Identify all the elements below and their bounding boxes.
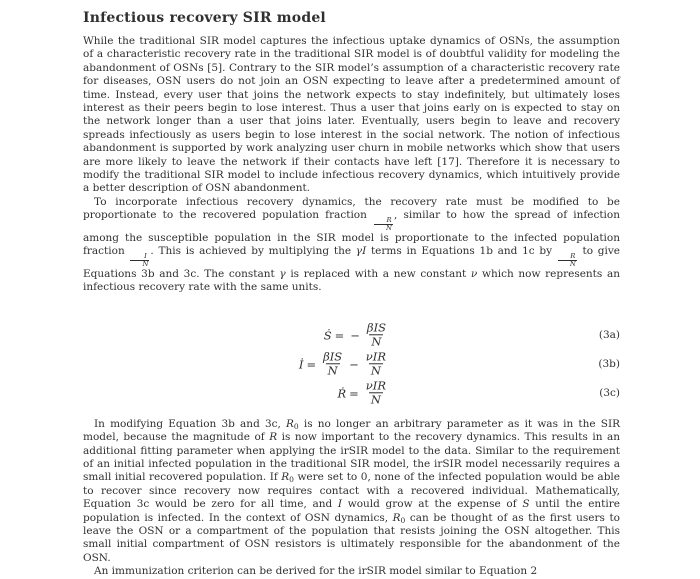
paragraph-3 (83, 418, 620, 565)
math-math: Ṙ (337, 386, 347, 401)
fraction-denominator: N (327, 363, 338, 378)
text-run: . This is achieved by multiplying the (150, 245, 356, 258)
math-msub: $R_0$ (286, 417, 299, 431)
math-bfrac (364, 350, 388, 377)
math-bfrac (365, 321, 388, 348)
text-run: which now represents an infectious recovery rate with the same units. (83, 267, 620, 294)
subscript: 0 (400, 515, 406, 525)
fraction-numerator: βIS (323, 349, 343, 364)
equation-number: (3c) (599, 387, 620, 400)
math-math: S (522, 498, 530, 511)
equation-3a (83, 321, 620, 350)
text-run: In modifying Equation 3b and 3c, (94, 417, 287, 430)
text-run: terms in Equations 1b and 1c by (366, 245, 557, 258)
fraction-denominator: N (370, 392, 381, 407)
math-msub: $R_0$ (392, 511, 406, 525)
math-rel: = (349, 386, 359, 401)
math-rel: = (334, 328, 345, 343)
fraction-numerator: νIR (365, 378, 386, 393)
fraction-denominator: N (371, 334, 382, 349)
text-run: , similar to how the spread of infection among the susceptible population in the SIR model is proportionate to the infected population fraction (83, 209, 620, 258)
text-run: until the entire population is infected. In the context of OSN dynamics, (83, 498, 620, 524)
paragraph-1 (83, 35, 620, 196)
fraction-denominator: N (558, 260, 577, 268)
equation-3c (83, 379, 620, 408)
fraction-numerator: βIS (366, 320, 386, 335)
text-run: is replaced with a new constant (285, 267, 471, 280)
paragraph-4 (83, 565, 620, 578)
text-run: While the traditional SIR model captures the infectious uptake dynamics of OSNs, the assumption of a characteristic recovery rate in the traditional SIR model is of doubtful validity for modeling the abandonment of OSNs [5]. Contrary to the SIR model’s assumption of a characteristic recovery rate for diseases, OSN users do not join an OSN expecting to leave after a predetermined amount of time. Instead, every user that joins the network expects to stay indefinitely, but ultimately loses interest as their peers begin to lose interest. Thus a user that joins early on is expected to stay on the network longer than a user that joins later. Eventually, users begin to leave and recovery spreads infectiously as users begin to lose interest in the social network. The notion of infectious abandonment is supported by work analyzing user churn in mobile networks which show that users are more likely to leave the network if their contacts have left [17]. Therefore it is necessary to modify the traditional SIR model to include infectious recovery dynamics, which intuitively provide a better description of OSN abandonment. (83, 35, 620, 195)
equation-number: (3b) (598, 358, 620, 371)
math-math: ν (470, 267, 478, 280)
fraction-numerator: νIR (365, 349, 386, 364)
math-rel: − (350, 328, 360, 343)
fraction-denominator: N (130, 260, 149, 268)
fraction-denominator: N (370, 363, 381, 378)
math-math: Ṡ (323, 328, 332, 343)
subscript: 0 (289, 475, 294, 485)
math-frac (374, 217, 393, 232)
body-text-upper (83, 35, 620, 295)
math-msub: $R_0$ (281, 471, 294, 485)
fraction-numerator: R (570, 252, 576, 261)
text-run: is no longer an arbitrary parameter as it was in the SIR model, because the magnitude of (83, 417, 620, 444)
text-run: were set to 0, none of the infected population would be able to recover since recovery now requires contact with a recovered individual. Mathematically, Equation 3c would be zero for all time, and (83, 471, 620, 511)
equation-block (83, 321, 620, 408)
fraction-numerator: I (144, 252, 147, 261)
math-math: γI (355, 245, 367, 258)
math-bfrac (364, 379, 388, 406)
subscript: 0 (293, 421, 299, 431)
text-run: would grow at the expense of (342, 498, 523, 511)
math-rel: = (306, 357, 317, 372)
body-text-lower (83, 418, 620, 579)
math-frac (130, 253, 149, 268)
paragraph-2 (83, 196, 620, 295)
equation-number: (3a) (598, 329, 620, 342)
text-run: is now important to the recovery dynamics. This results in an additional fitting parameter when applying the irSIR model to the data. Similar to the requirement of an initial infected population in the traditional SIR model, the irSIR model necessarily requires a small initial recovered population. If (83, 431, 621, 484)
equation-body (324, 321, 390, 348)
math-math: R (269, 431, 278, 444)
text-run: An immunization criterion can be derived for the irSIR model similar to Equation 2 (94, 565, 538, 578)
math-math: γ (279, 267, 286, 280)
fraction-denominator: N (374, 224, 393, 232)
math-math: İ (298, 357, 304, 372)
text-run: To incorporate infectious recovery dynamics, the recovery rate must be modified to be proportionate to the recovered population fraction (83, 195, 620, 222)
math-frac (558, 253, 577, 268)
text-run: to give Equations 3b and 3c. The constant (83, 245, 620, 280)
fraction-numerator: R (386, 216, 392, 225)
section-heading: Infectious recovery SIR model (83, 10, 326, 26)
equation-body (337, 379, 390, 406)
math-bfrac (321, 350, 344, 377)
equation-body (299, 350, 390, 377)
equation-3b (83, 350, 620, 379)
math-math: I (337, 498, 343, 511)
math-rel: − (349, 357, 359, 372)
text-run: can be thought of as the first users to leave the OSN or a compartment of the population that resists joining the OSN altogether. This small initial compartment of OSN resistors is ultimately responsible for the abandonment of the OSN. (83, 511, 620, 564)
